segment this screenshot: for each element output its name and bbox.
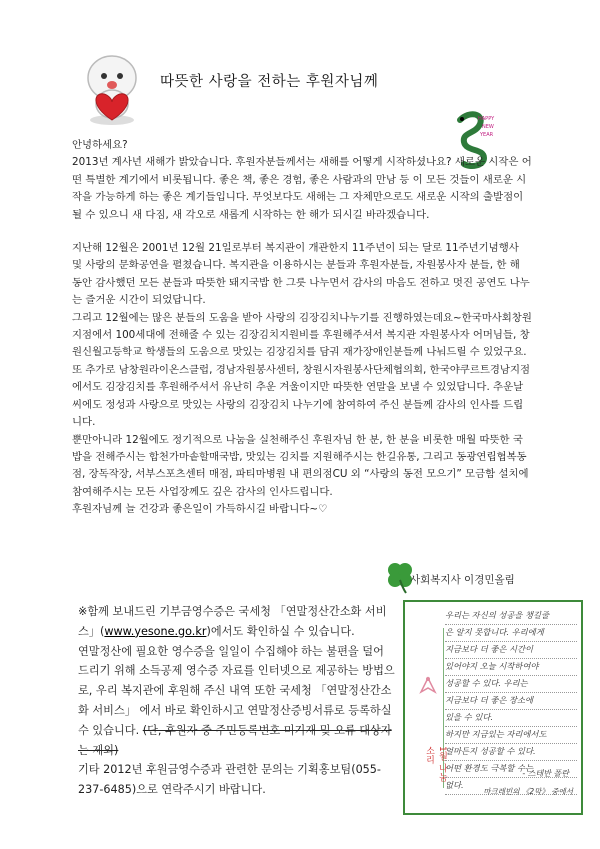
notice-paragraph-2: 연말정산에 필요한 영수증을 일일이 수집해야 하는 불편을 덜어 드리기 위해 소득공제 영수증 자료를 인터넷으로 제공하는 방법으로, 우리 복지관에 후원해 주신 내역 또한 국세청 「연말정산간소화 서비스」 에서 바로 확인하시고 연말정산증빙서류로 등록하실 수 있습니다. (단, 후원자 중 주민등록번호 미기재 및 오류 대상자는 제외) [78,644,395,757]
paragraph-kimchi: 그리고 12월에는 많은 분들의 도움을 받아 사랑의 김장김치나누기를 진행하였는데요~한국마사회창원지점에서 100세대에 전해줄 수 있는 김장김치지원비를 후원해주셔서 복지관 자원봉사자 어머님들, 창원신월고등학교 학생들의 도움으로 맛있는 김장김치를 담궈 재가장애인분들께 나눠드릴 수 있었구요. 또 추가로 남창원라이온스클럽, 경남자원봉사센터, 창원시자원봉사단체협의회, 한국야쿠르트경남지점에서도 김장김치를 후원해주셔서 유난히 추운 겨울이지만 따뜻한 연말을 보낼 수 있었답니다. 추운날씨에도 정성과 사랑으로 맛있는 사랑의 김장김치 나누기에 참여하여 주신 분들께 감사의 인사를 드립니다. [72,311,532,429]
signature: 사회복지사 이경민올림 [410,574,515,586]
card-left-panel [413,628,447,788]
quote-line: 지금보다 더 좋은 시간이 [445,642,577,659]
svg-text:NEW: NEW [482,124,494,130]
paragraph-new-year: 2013년 계사년 새해가 밝았습니다. 후원자분들께서는 새해를 어떻게 시작하셨나요? 새로운 시작은 어떤 특별한 계기에서 비롯됩니다. 좋은 책, 좋은 경험, 좋은 사람과의 만남 등 이 모든 것들이 새로운 시작을 가능하게 하는 좋은 계기들입니다. 무엇보다도 새해는 그 자체만으로도 새로운 시작의 출발점이 될 수 있으니 새 다짐, 새 각오로 새롭게 시작하는 한 해가 되시길 바라겠습니다. [72,156,532,221]
quote-lines [445,608,577,795]
svg-text:YEAR: YEAR [480,132,494,138]
svg-text:HAPPY: HAPPY [478,116,495,122]
quote-line: 있어야지 오늘 시작하여야 [445,659,577,676]
quote-line: 있을 수 있다. [445,710,577,727]
quote-line: 지금보다 더 좋은 장소에 [445,693,577,710]
tax-receipt-notice [78,602,396,800]
yesone-link[interactable]: www.yesone.go.kr [104,624,207,638]
quote-line: 어떤 환경도 극복할 수는 [445,761,577,778]
quote-card [403,600,583,815]
paragraph-sponsors: 뿐만아니라 12월에도 정기적으로 나눔을 실천해주신 후원자님 한 분, 한 분을 비롯한 매월 따뜻한 국밥을 전해주시는 합천가마솥할매국밥, 맛있는 김치를 지원해주시는 한길유통, 그리고 동광연립협복동점, 장독작장, 서부스포츠센터 매점, 파티마병원 내 편의점CU 외 “사랑의 동전 모으기” 모금함 설치에 참여해주시는 모든 사업장께도 깊은 감사의 인사드립니다. [72,433,529,498]
page-title: 따뜻한 사랑을 전하는 후원자님께 [160,74,379,90]
paragraph-anniversary: 지난해 12월은 2001년 12월 21일로부터 복지관이 개관한지 11주년이 되는 달로 11주년기념행사 및 사랑의 문화공연을 펼쳤습니다. 복지관을 이용하시는 분들과 후원자분들, 자원봉사자 분들, 한 해 동안 감사했던 모든 분들과 따뜻한 돼지국밥 한 그릇 나누면서 감사의 마음도 전하고 멋진 공연도 나누는 즐거운 시간이 되었답니다. [72,242,530,307]
exclusion-note: (단, 후원자 중 주민등록번호 미기재 및 오류 대상자는 제외) [78,723,392,757]
quote-line: 얼마든지 성공할 수 있다. [445,744,577,761]
quote-line: 은 알지 못합니다. 우리에게 [445,625,577,642]
quote-source: 마크레빈의 《2막》 중에서 [483,787,573,796]
mascot-holding-heart-illustration [72,48,152,130]
quote-line: 우리는 자신의 성공을 챙길줄 [445,608,577,625]
ribbon-icon [417,674,439,696]
quote-line: 하지만 지금있는 자리에서도 [445,727,577,744]
notice-paragraph-1: ※함께 보내드린 기부금영수증은 국세청 「연말정산간소화 서비스」(www.yesone.go.kr)에서도 확인하실 수 있습니다. [78,605,387,638]
quote-line: 없다. [445,778,577,795]
letter-body [72,137,532,519]
quote-line: 성공할 수 있다. 우리는 [445,676,577,693]
month-label: 1월 나눔소리 [424,746,447,782]
greeting: 안녕하세요? [72,139,128,151]
quote-author: - 스테반 폴란 [522,769,569,778]
notice-paragraph-3: 기타 2012년 후원금영수증과 관련한 문의는 기획홍보팀(055-237-6485)으로 연락주시기 바랍니다. [78,763,381,797]
paragraph-closing: 후원자님께 늘 건강과 좋은일이 가득하시길 바랍니다~♡ [72,503,328,516]
